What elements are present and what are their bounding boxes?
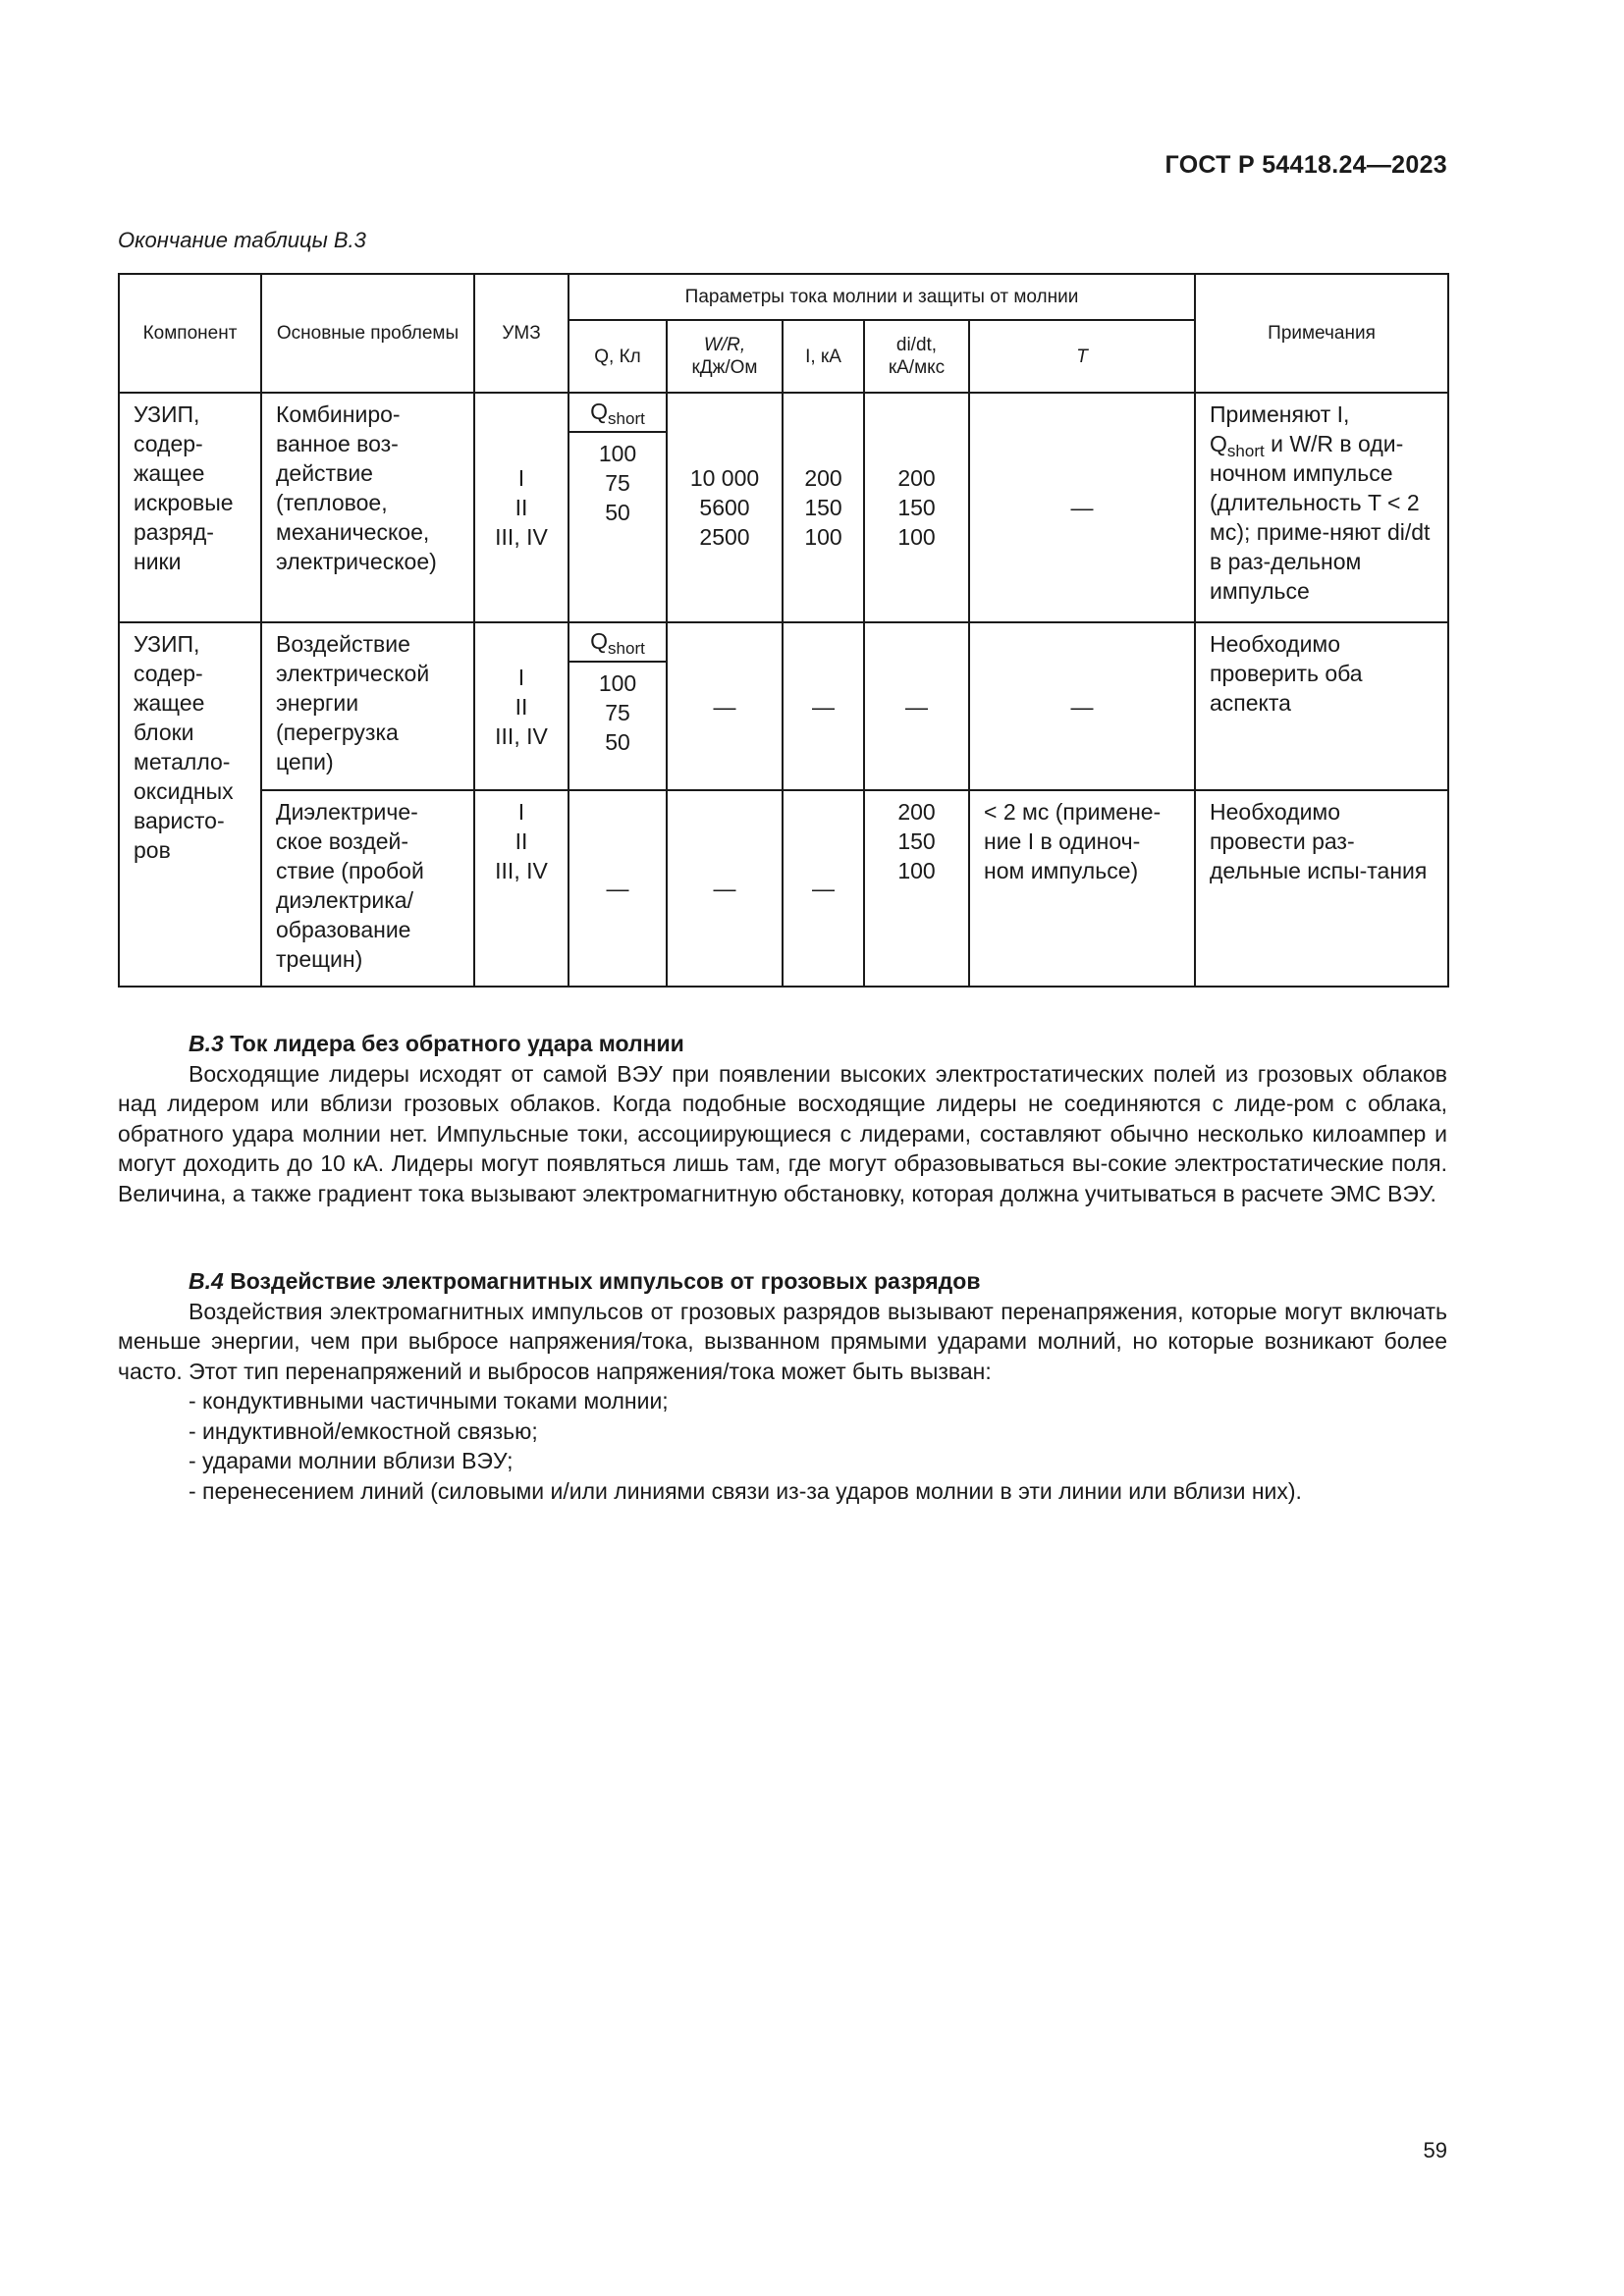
page-number: 59 bbox=[1423, 2138, 1447, 2163]
row1-component: УЗИП, содер-жащее искровые разряд-ники bbox=[119, 393, 261, 622]
row3-wr: — bbox=[667, 790, 783, 987]
row1-notes: Применяют I, $Q_{short}$ и W/R в оди- ночном импульсе (длительность T < 2 мс); приме-няют di/dt в раз-дельном импульсе bbox=[1195, 393, 1448, 622]
section-b3-paragraph: Восходящие лидеры исходят от самой ВЭУ при появлении высоких электростатических полей из грозовых облаков над лидером или вблизи грозовых облаков. Когда подобные восходящие лидеры не соединяются с лиде-ром с облака, обратного удара молнии нет. Импульсные токи, ассоциирующиеся с лидерами, составляют обычно несколько килоампер и могут доходить до 10 кА. Лидеры могут появляться лишь там, где могут образовываться вы-сокие электростатические поля. Величина, а также градиент тока вызывают электромагнитную обстановку, которая должна учитываться в расчете ЭМС ВЭУ. bbox=[118, 1060, 1447, 1206]
section-b4 bbox=[118, 1266, 1447, 1506]
header-q: Q, Кл bbox=[568, 320, 667, 393]
row1-umz: I II III, IV bbox=[474, 393, 568, 622]
row1-q: $Q_{short}$ 100 75 50 bbox=[568, 393, 667, 622]
list-item: - перенесением линий (силовыми и/или линиями связи из-за ударов молнии в эти линии или вблизи них). bbox=[189, 1477, 1302, 1504]
table-row bbox=[119, 622, 1448, 790]
row2-notes: Необходимо проверить оба аспекта bbox=[1195, 622, 1448, 790]
row3-problems: Диэлектриче-ское воздей-ствие (пробой диэлектрика/ образование трещин) bbox=[261, 790, 474, 987]
row1-t: — bbox=[969, 393, 1195, 622]
header-didt: di/dt, кА/мкс bbox=[864, 320, 969, 393]
parameters-table bbox=[118, 273, 1449, 988]
row2-q: $Q_{short}$ 100 75 50 bbox=[568, 622, 667, 790]
document-code: ГОСТ Р 54418.24—2023 bbox=[1164, 151, 1447, 179]
section-b4-heading: В.4 Воздействие электромагнитных импульсов от грозовых разрядов bbox=[189, 1268, 981, 1294]
row1-wr: 10 000 5600 2500 bbox=[667, 393, 783, 622]
row2-didt: — bbox=[864, 622, 969, 790]
row3-t: < 2 мс (примене-ние I в одиноч-ном импульсе) bbox=[969, 790, 1195, 987]
header-problems: Основные проблемы bbox=[261, 274, 474, 393]
header-notes: Примечания bbox=[1195, 274, 1448, 393]
row2-component: УЗИП, содер-жащее блоки металло-оксидных варисто-ров bbox=[119, 622, 261, 987]
header-params-group: Параметры тока молнии и защиты от молнии bbox=[568, 274, 1195, 320]
row3-notes: Необходимо провести раз-дельные испы-тания bbox=[1195, 790, 1448, 987]
row2-umz: I II III, IV bbox=[474, 622, 568, 790]
section-b4-paragraph: Воздействия электромагнитных импульсов от грозовых разрядов вызывают перенапряжения, которые могут включать меньше энергии, чем при выбросе напряжения/тока, вызванном прямыми ударами молний, но которые возникают более часто. Этот тип перенапряжений и выбросов напряжения/тока может быть вызван: bbox=[118, 1298, 1447, 1384]
row1-i: 200 150 100 bbox=[783, 393, 864, 622]
row1-problems: Комбиниро-ванное воз-действие (тепловое, механическое, электрическое) bbox=[261, 393, 474, 622]
row3-didt: 200 150 100 bbox=[864, 790, 969, 987]
header-t: T bbox=[969, 320, 1195, 393]
section-b3-heading: В.3 Ток лидера без обратного удара молнии bbox=[189, 1031, 684, 1056]
row2-wr: — bbox=[667, 622, 783, 790]
row2-t: — bbox=[969, 622, 1195, 790]
table-row bbox=[119, 393, 1448, 622]
row2-i: — bbox=[783, 622, 864, 790]
section-b3 bbox=[118, 1029, 1447, 1208]
table-row bbox=[119, 790, 1448, 987]
row3-i: — bbox=[783, 790, 864, 987]
header-wr: W/R, кДж/Ом bbox=[667, 320, 783, 393]
list-item: - индуктивной/емкостной связью; bbox=[189, 1417, 538, 1444]
header-component: Компонент bbox=[119, 274, 261, 393]
list-item: - кондуктивными частичными токами молнии; bbox=[189, 1388, 669, 1414]
table-caption: Окончание таблицы В.3 bbox=[118, 228, 366, 252]
row1-didt: 200 150 100 bbox=[864, 393, 969, 622]
list-item: - ударами молнии вблизи ВЭУ; bbox=[189, 1448, 514, 1473]
header-umz: УМЗ bbox=[474, 274, 568, 393]
row3-umz: I II III, IV bbox=[474, 790, 568, 987]
row2-problems: Воздействие электрической энергии (перегрузка цепи) bbox=[261, 622, 474, 790]
header-i: I, кА bbox=[783, 320, 864, 393]
row3-q: — bbox=[568, 790, 667, 987]
